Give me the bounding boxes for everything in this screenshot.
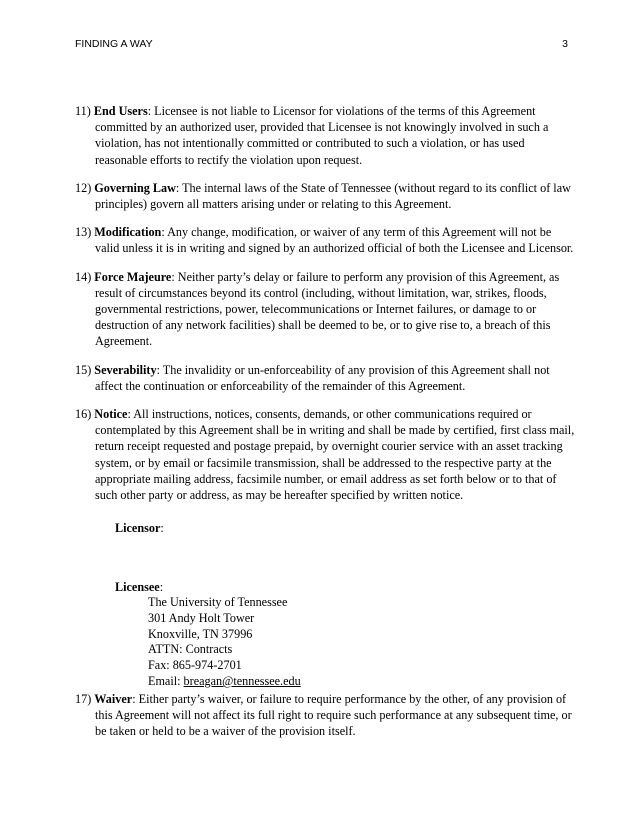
licensor-label: Licensor: (115, 521, 164, 535)
clause-force-majeure (75, 269, 575, 350)
address-line: The University of Tennessee (148, 595, 288, 609)
clause-governing-law (75, 180, 575, 212)
clause-end-users (75, 103, 575, 168)
clause-number: 12) (75, 180, 92, 195)
clause-title: Force Majeure (94, 269, 172, 284)
clause-number: 17) (75, 692, 92, 706)
licensee-label: Licensee: (115, 580, 164, 594)
address-line: Fax: 865-974-2701 (148, 658, 242, 673)
email-line: Email: breagan@tennessee.edu (148, 673, 301, 688)
clause-severability (75, 362, 575, 394)
email-link[interactable]: breagan@tennessee.edu (183, 673, 301, 688)
clause-text: : Either party’s waiver, or failure to require performance by the other, of any provision of this Agreement will not affect its full right to require such performance at any subsequent time, or be taken or held to be a waiver of the provision itself. (95, 692, 572, 739)
licensee-block (115, 579, 535, 690)
page-number: 3 (562, 38, 568, 50)
clauses-list (75, 103, 575, 515)
clause-notice (75, 406, 575, 503)
clause-text: : The internal laws of the State of Tennessee (without regard to its conflict of law principles) govern all matters arising under or relating to this Agreement. (95, 180, 571, 212)
clause-title: Governing Law (94, 180, 176, 195)
licensee-address (115, 595, 535, 690)
clause-number: 15) (75, 362, 92, 377)
clause-number: 11) (75, 104, 91, 118)
running-title: FINDING A WAY (75, 38, 153, 50)
clause-title: Severability (94, 362, 157, 377)
clause-title: Modification (94, 225, 162, 240)
clause-number: 16) (75, 407, 92, 422)
clause-title: Waiver (94, 692, 133, 706)
clause-text: : Neither party’s delay or failure to perform any provision of this Agreement, as result of circumstances beyond its control (including, without limitation, war, strikes, floods, governmental restrictions, power, telecommunications or Internet failures, or damage to or destruction of any network facilities) shall be deemed to be, or to give rise to, a breach of this Agreement. (95, 269, 560, 349)
clause-modification (75, 224, 575, 256)
page-header (75, 38, 568, 50)
clause-text: : All instructions, notices, consents, demands, or other communications required or contemplated by this Agreement shall be in writing and shall be made by certified, first class mail, return receipt requested and postage prepaid, by overnight courier service with an asset tracking system, or by email or facsimile transmission, shall be addressed to the respective party at the appropriate mailing address, facsimile number, or email address as set forth below or to that of such other party or address, as may be hereafter specified by written notice. (95, 407, 575, 503)
clause-number: 14) (75, 269, 92, 284)
clause-waiver (75, 691, 575, 740)
address-line: 301 Andy Holt Tower (148, 610, 255, 625)
clause-title: Notice (94, 407, 128, 422)
licensor-block (115, 520, 535, 536)
clause-text: : Any change, modification, or waiver of any term of this Agreement will not be valid unless it is in writing and signed by an authorized official of both the Licensee and Licensor. (95, 225, 574, 256)
clause-number: 13) (75, 225, 92, 240)
address-line: ATTN: Contracts (148, 642, 233, 657)
address-line: Knoxville, TN 37996 (148, 626, 253, 641)
clause-title: End Users (93, 104, 148, 118)
clause-text: : Licensee is not liable to Licensor for violations of the terms of this Agreement committed by an authorized user, provided that Licensee is not knowingly involved in such a violation, has not intentionally committed or contributed to such a violation, or has used reasonable efforts to rectify the violation upon request. (95, 104, 549, 167)
clause-17-container (75, 691, 575, 752)
clause-text: : The invalidity or un-enforceability of any provision of this Agreement shall not affect the continuation or enforceability of the remainder of this Agreement. (95, 362, 550, 393)
